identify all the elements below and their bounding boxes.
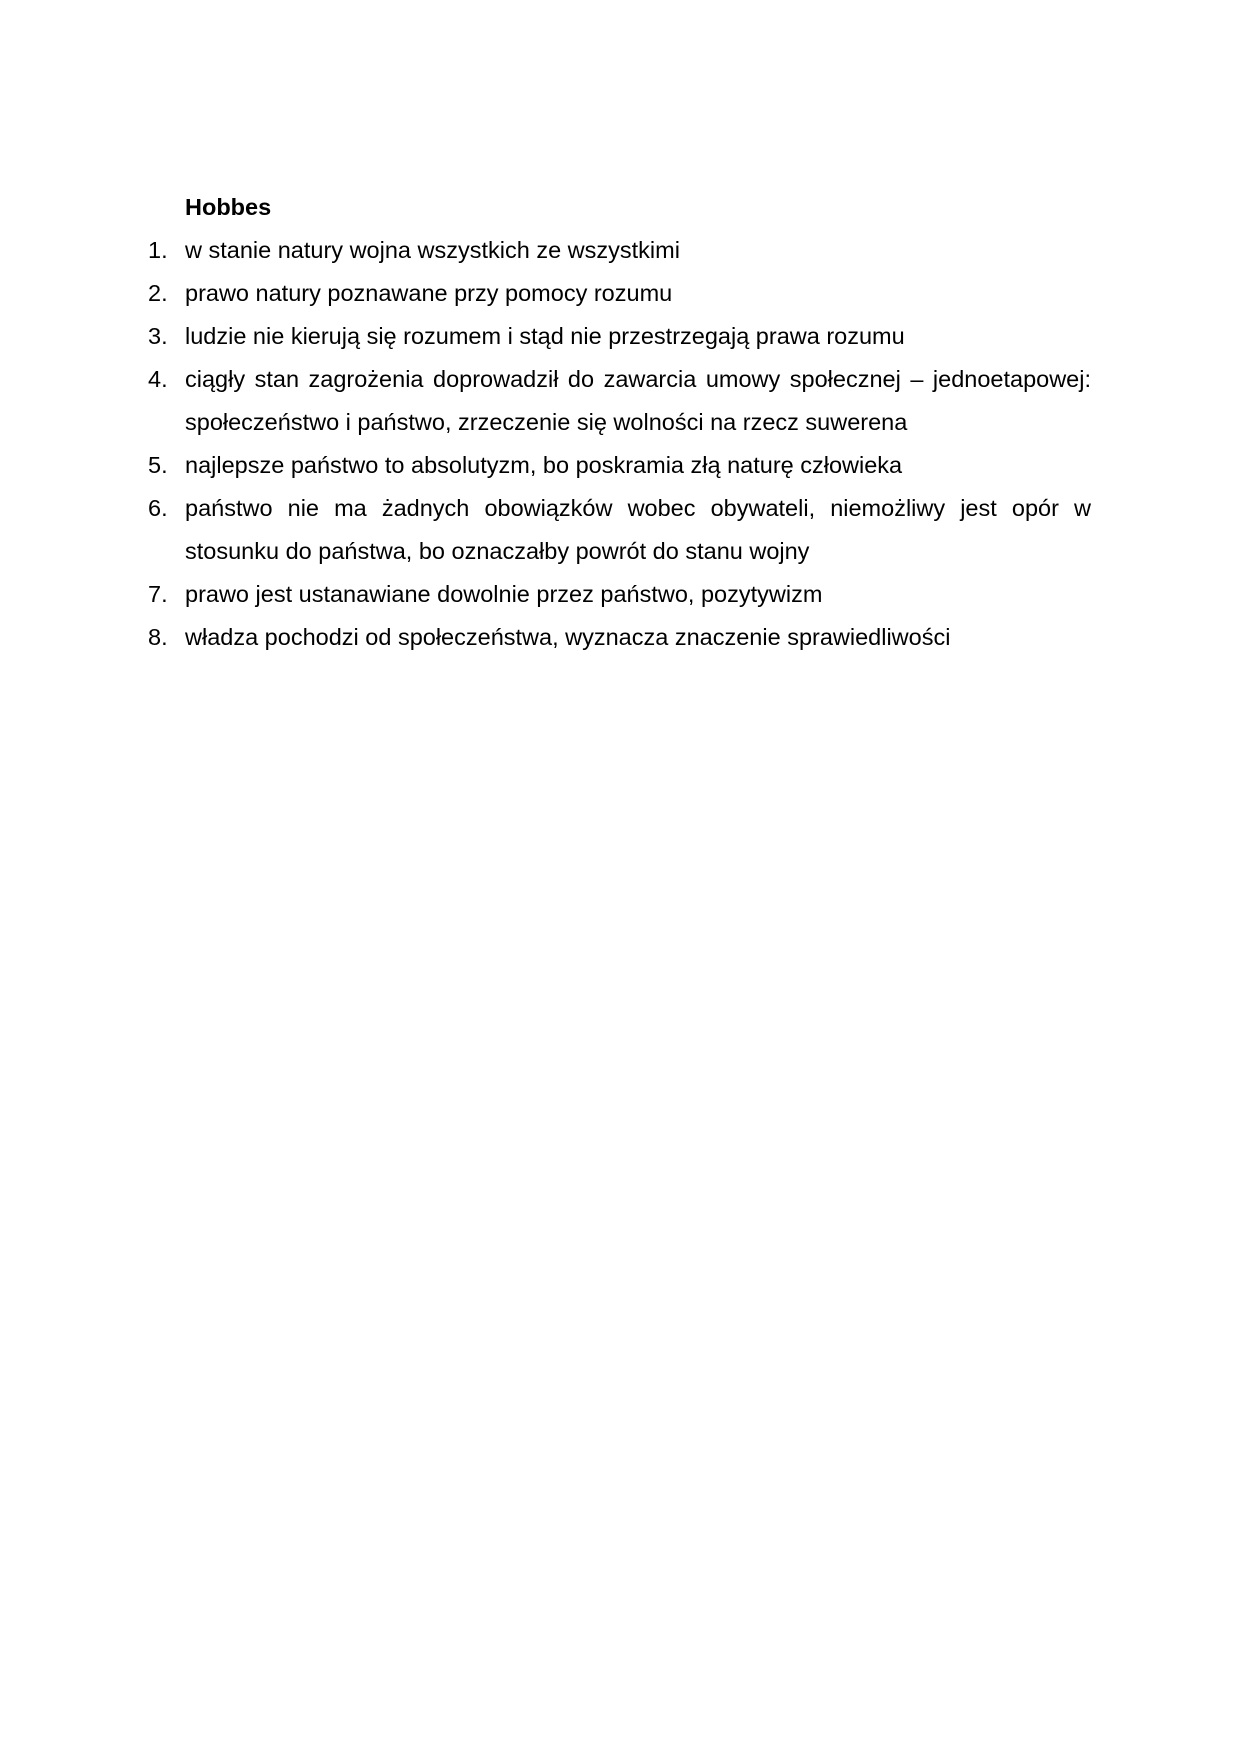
list-item bbox=[148, 272, 1091, 315]
list-item-number: 4. bbox=[148, 366, 168, 392]
list-item-number: 1. bbox=[148, 237, 168, 263]
document-title: Hobbes bbox=[185, 194, 272, 220]
list-item-text: ludzie nie kierują się rozumem i stąd nie przestrzegają prawa rozumu bbox=[185, 323, 905, 349]
list-item-text: prawo jest ustanawiane dowolnie przez państwo, pozytywizm bbox=[185, 581, 823, 607]
list-item bbox=[148, 229, 1091, 272]
list-item bbox=[148, 487, 1091, 573]
list-item bbox=[148, 573, 1091, 616]
document-body bbox=[148, 186, 1091, 659]
list-item-text: ciągły stan zagrożenia doprowadził do zawarcia umowy społecznej – jednoetapowej: społeczeństwo i państwo, zrzeczenie się wolności na rzecz suwerena bbox=[185, 366, 1091, 435]
list-item-text: w stanie natury wojna wszystkich ze wszystkimi bbox=[185, 237, 680, 263]
list-item-text: państwo nie ma żadnych obowiązków wobec obywateli, niemożliwy jest opór w stosunku do państwa, bo oznaczałby powrót do stanu wojny bbox=[185, 495, 1091, 564]
list-item bbox=[148, 616, 1091, 659]
list-item-text: władza pochodzi od społeczeństwa, wyznacza znaczenie sprawiedliwości bbox=[185, 624, 951, 650]
list-item-number: 7. bbox=[148, 581, 168, 607]
list-item-number: 6. bbox=[148, 495, 168, 521]
list-item-number: 8. bbox=[148, 624, 168, 650]
list-item-number: 5. bbox=[148, 452, 168, 478]
list-item-number: 3. bbox=[148, 323, 168, 349]
points-list bbox=[148, 229, 1091, 659]
list-item-text: prawo natury poznawane przy pomocy rozumu bbox=[185, 280, 673, 306]
list-item-text: najlepsze państwo to absolutyzm, bo poskramia złą naturę człowieka bbox=[185, 452, 903, 478]
list-item bbox=[148, 358, 1091, 444]
list-item-number: 2. bbox=[148, 280, 168, 306]
list-item bbox=[148, 444, 1091, 487]
list-item bbox=[148, 315, 1091, 358]
